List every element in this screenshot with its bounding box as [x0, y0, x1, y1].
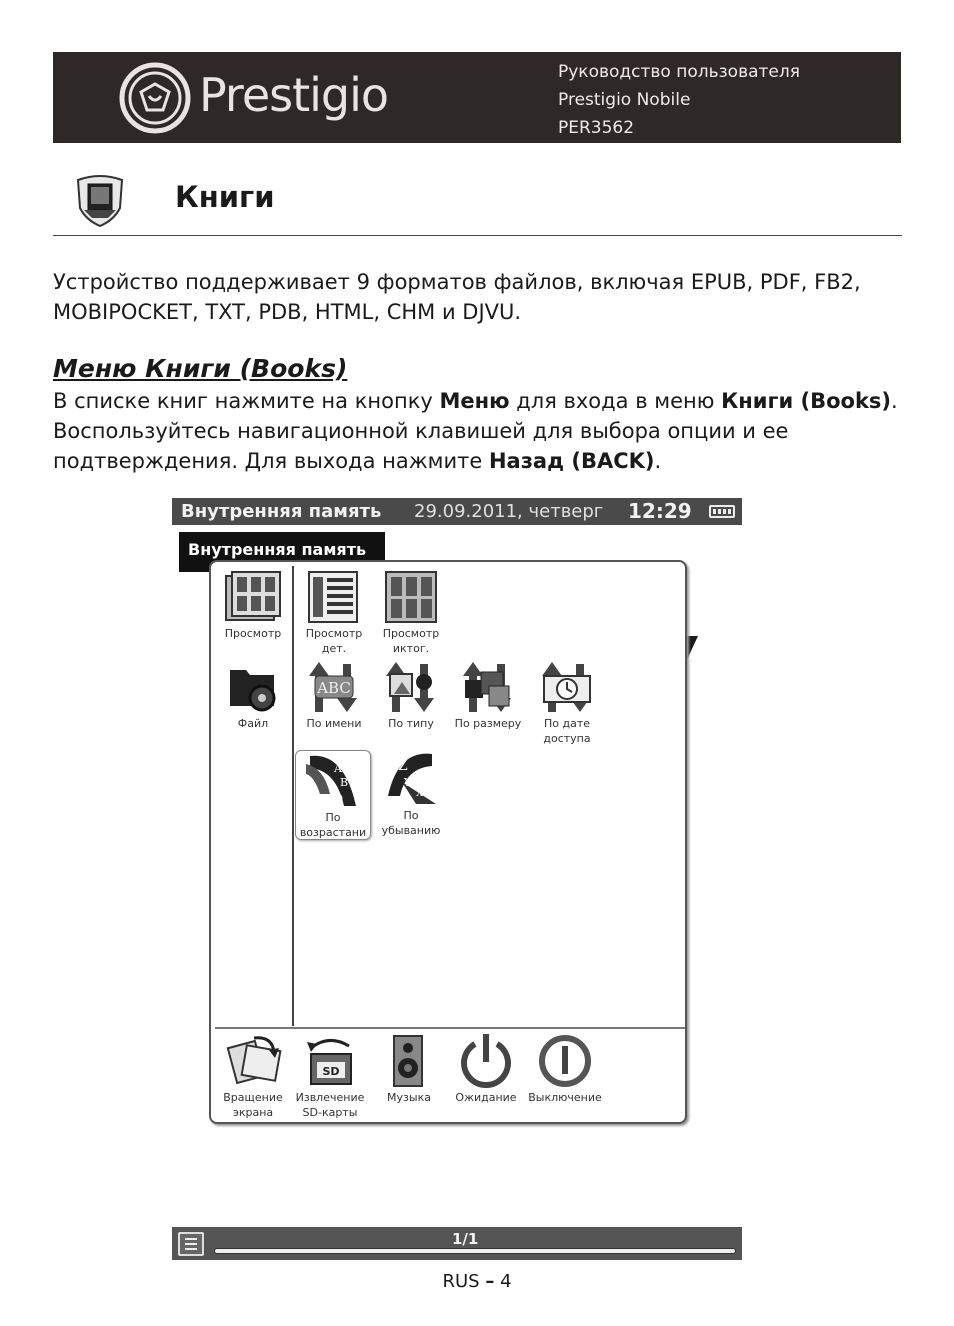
power-off-icon — [536, 1034, 594, 1088]
books-menu-popup — [209, 560, 687, 1124]
menu-item-eject-sd[interactable]: SD Извлечение SD-карты — [290, 1034, 370, 1120]
device-pager — [172, 1227, 742, 1260]
menu-item-sort-date[interactable]: По дате доступа — [527, 660, 607, 746]
sort-by-date-icon — [538, 660, 596, 714]
menu-item-sort-name[interactable]: ABC По имени — [294, 660, 374, 731]
svg-text:Y: Y — [404, 776, 412, 789]
intro-paragraph: Устройство поддерживает 9 форматов файлов, включая EPUB, PDF, FB2, MOBIPOCKET, TXT, PDB, HTML, CHM и DJVU. — [53, 270, 861, 324]
descending-order-icon — [382, 752, 440, 806]
section-title: Книги — [175, 180, 275, 214]
file-settings-icon — [224, 660, 282, 714]
svg-text:B: B — [340, 776, 349, 789]
page-counter: 1/1 — [452, 1230, 479, 1248]
battery-icon — [709, 505, 735, 518]
device-status-bar — [172, 498, 742, 525]
menu-item-descending[interactable]: Z Y X По убыванию — [371, 752, 451, 838]
speaker-icon — [380, 1034, 438, 1088]
subheading: Меню Книги (Books) — [53, 354, 348, 383]
footer-page-number: 4 — [500, 1271, 512, 1292]
svg-text:D: D — [332, 792, 344, 808]
storage-tab[interactable]: Внутренняя память — [179, 532, 385, 572]
page-list-icon[interactable] — [178, 1232, 204, 1256]
brand-name: Prestigio — [199, 68, 389, 122]
view-grid-icon — [224, 570, 282, 624]
instruction-paragraph: В списке книг нажмите на кнопку Меню для входа в меню Книги (Books). Воспользуйтесь навигационной клавишей для выбора опции и ее подтверждения. Для выхода нажмите Назад (BACK). — [53, 389, 898, 473]
standby-power-icon — [457, 1034, 515, 1088]
ascending-order-icon — [304, 754, 362, 808]
product-name: Prestigio Nobile — [558, 90, 691, 110]
svg-text:X: X — [416, 788, 424, 799]
status-location: Внутренняя память — [181, 501, 382, 522]
menu-row-divider — [215, 1027, 685, 1029]
menu-item-file[interactable]: Файл — [213, 660, 293, 731]
brand-logo — [119, 62, 429, 134]
rotate-screen-icon — [224, 1034, 282, 1088]
manual-title: Руководство пользователя — [558, 62, 800, 82]
menu-item-sort-size[interactable]: По размеру — [448, 660, 528, 731]
thumbnails-icon — [382, 570, 440, 624]
page-progress-bar — [214, 1248, 736, 1254]
status-time: 12:29 — [628, 499, 692, 523]
prestigio-emblem-icon — [119, 62, 191, 134]
status-date: 29.09.2011, четверг — [414, 501, 604, 522]
sort-by-type-icon — [382, 660, 440, 714]
svg-text:ABC: ABC — [317, 679, 351, 697]
section-divider — [53, 235, 902, 236]
menu-item-view-details[interactable]: Просмотр дет. — [294, 570, 374, 656]
svg-text:Z: Z — [398, 758, 408, 774]
ebook-reader-icon — [74, 174, 126, 228]
svg-text:A: A — [334, 762, 342, 775]
menu-item-shutdown[interactable]: Выключение — [525, 1034, 605, 1105]
details-list-icon — [305, 570, 363, 624]
menu-item-sort-type[interactable]: По типу — [371, 660, 451, 731]
menu-item-music[interactable]: Музыка — [369, 1034, 449, 1105]
sd-card-eject-icon — [301, 1034, 359, 1088]
page-footer — [0, 1271, 954, 1292]
back-key-label: Назад (BACK) — [488, 449, 655, 473]
svg-text:SD: SD — [322, 1065, 340, 1078]
model-number: PER3562 — [558, 118, 635, 138]
menu-item-view-thumbnails[interactable]: Просмотр иктог. — [371, 570, 451, 656]
menu-item-rotate-screen[interactable]: Вращение экрана — [213, 1034, 293, 1120]
sort-by-size-icon — [459, 660, 517, 714]
header-banner — [53, 52, 901, 143]
books-menu-label: Книги (Books) — [721, 389, 892, 413]
footer-lang: RUS — [442, 1271, 480, 1292]
menu-key-label: Меню — [439, 389, 510, 413]
manual-info — [558, 58, 800, 142]
sort-by-name-icon — [305, 660, 363, 714]
menu-item-view[interactable]: Просмотр — [213, 570, 293, 641]
menu-item-ascending[interactable]: A B D По возрастани — [295, 750, 371, 840]
menu-item-standby[interactable]: Ожидание — [446, 1034, 526, 1105]
footer-separator: – — [485, 1271, 495, 1292]
